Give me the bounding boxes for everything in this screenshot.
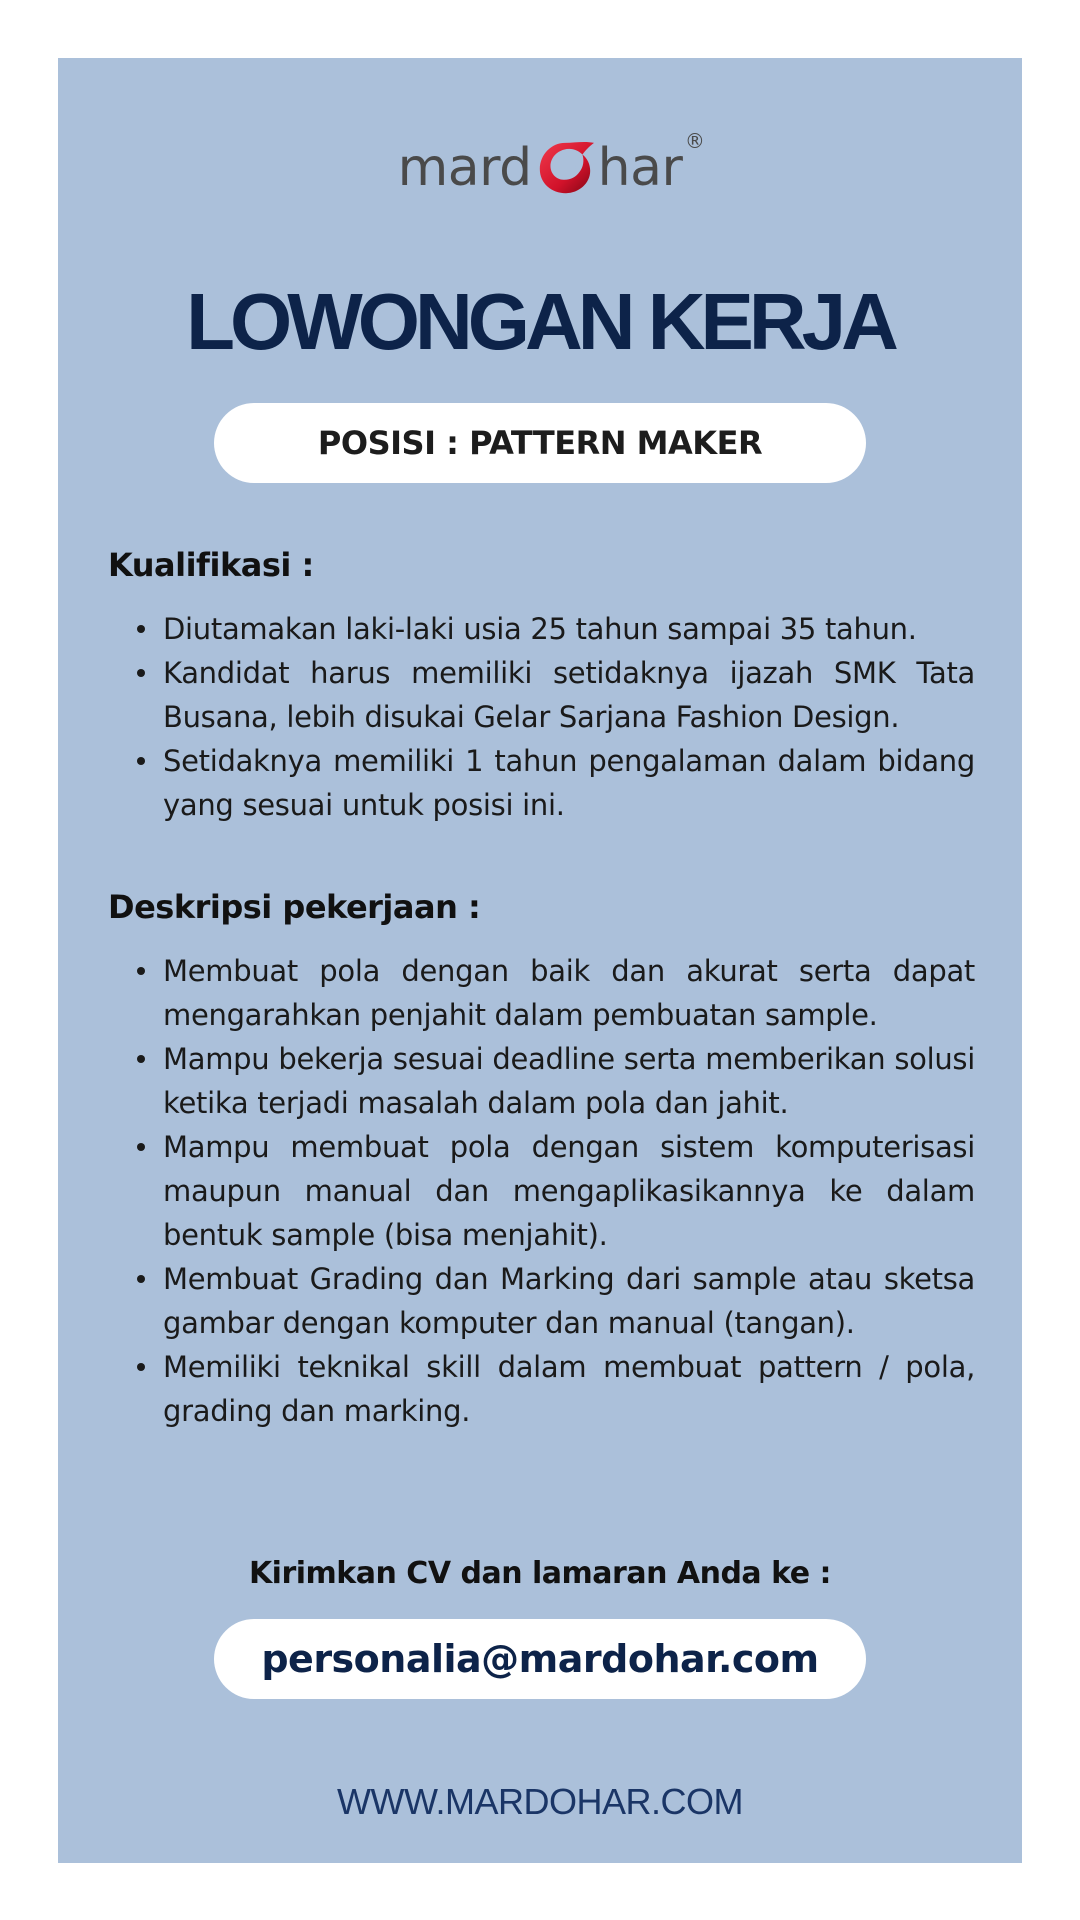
position-label: POSISI : PATTERN MAKER [317, 424, 763, 462]
qualifications-list [163, 607, 975, 827]
job-description-item: Membuat Grading dan Marking dari sample atau sketsa gambar dengan komputer dan manual (tangan). [163, 1257, 975, 1345]
qualifications-title: Kualifikasi : [108, 546, 314, 584]
brand-wordmark [397, 129, 705, 199]
qualification-item: Setidaknya memiliki 1 tahun pengalaman dalam bidang yang sesuai untuk posisi ini. [163, 739, 975, 827]
email-pill[interactable] [214, 1619, 866, 1699]
brand-name-part-2: har [597, 138, 683, 198]
job-poster [58, 58, 1022, 1863]
qualification-item: Kandidat harus memiliki setidaknya ijazah SMK Tata Busana, lebih disukai Gelar Sarjana Fashion Design. [163, 651, 975, 739]
qualification-item: Diutamakan laki-laki usia 25 tahun sampai 35 tahun. [163, 607, 975, 651]
job-description-item: Mampu membuat pola dengan sistem komputerisasi maupun manual dan mengaplikasikannya ke dalam bentuk sample (bisa menjahit). [163, 1125, 975, 1257]
headline: LOWONGAN KERJA [186, 277, 894, 366]
job-description-title: Deskripsi pekerjaan : [108, 888, 481, 926]
position-pill [214, 403, 866, 483]
website-link[interactable]: WWW.MARDOHAR.COM [337, 1781, 743, 1822]
brand-name-part-1: mard [397, 138, 532, 198]
brand-logo [58, 128, 1022, 208]
registered-mark: ® [684, 129, 705, 153]
job-description-list [163, 949, 975, 1433]
cta-text: Kirimkan CV dan lamaran Anda ke : [248, 1556, 832, 1591]
job-description-item: Memiliki teknikal skill dalam membuat pattern / pola, grading dan marking. [163, 1345, 975, 1433]
job-description-item: Mampu bekerja sesuai deadline serta memberikan solusi ketika terjadi masalah dalam pola dan jahit. [163, 1037, 975, 1125]
red-swirl-logo-icon [534, 137, 596, 199]
job-description-item: Membuat pola dengan baik dan akurat serta dapat mengarahkan penjahit dalam pembuatan sample. [163, 949, 975, 1037]
email-link[interactable]: personalia@mardohar.com [261, 1637, 819, 1681]
